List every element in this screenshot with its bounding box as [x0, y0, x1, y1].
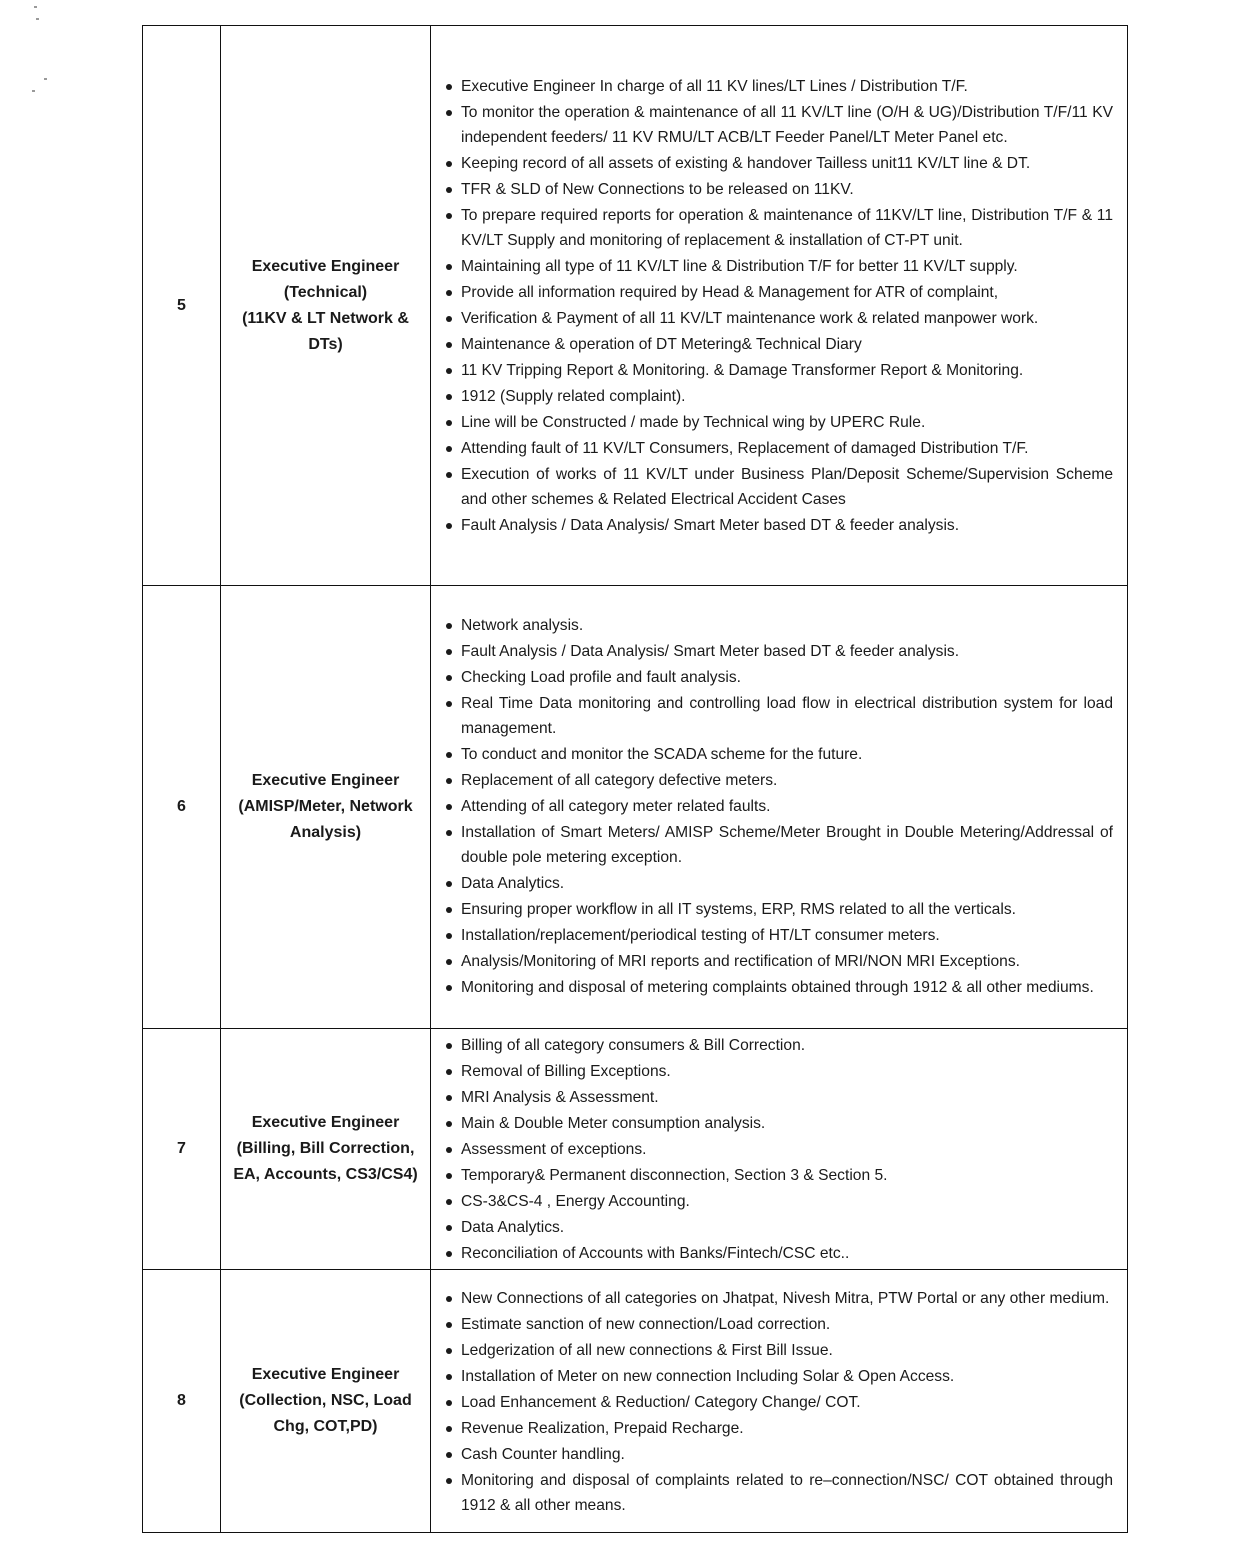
- designation-line: Chg, COT,PD): [273, 1418, 378, 1435]
- duty-item: Attending fault of 11 KV/LT Consumers, Replacement of damaged Distribution T/F.: [443, 436, 1113, 461]
- designation-line: (Billing, Bill Correction,: [236, 1140, 415, 1157]
- duty-list: [443, 1033, 1113, 1266]
- duty-item: Attending of all category meter related faults.: [443, 794, 1113, 819]
- duty-item: Analysis/Monitoring of MRI reports and rectification of MRI/NON MRI Exceptions.: [443, 949, 1113, 974]
- designation-line: Executive Engineer: [251, 1114, 400, 1131]
- row-number: 6: [143, 586, 221, 1029]
- duty-item: Load Enhancement & Reduction/ Category Change/ COT.: [443, 1390, 1113, 1415]
- duty-item: TFR & SLD of New Connections to be released on 11KV.: [443, 177, 1113, 202]
- designation-cell: [221, 26, 431, 586]
- duty-item: Temporary& Permanent disconnection, Section 3 & Section 5.: [443, 1163, 1113, 1188]
- duty-item: New Connections of all categories on Jhatpat, Nivesh Mitra, PTW Portal or any other medium.: [443, 1286, 1113, 1311]
- duty-list: [443, 74, 1113, 538]
- duties-cell: [431, 26, 1128, 586]
- duty-item: Removal of Billing Exceptions.: [443, 1059, 1113, 1084]
- duty-item: Reconciliation of Accounts with Banks/Fintech/CSC etc..: [443, 1241, 1113, 1266]
- duty-item: Executive Engineer In charge of all 11 KV lines/LT Lines / Distribution T/F.: [443, 74, 1113, 99]
- duty-item: To conduct and monitor the SCADA scheme for the future.: [443, 742, 1113, 767]
- table-row: [143, 1029, 1128, 1270]
- duties-cell: [431, 1270, 1128, 1533]
- duties-table: [142, 25, 1128, 1533]
- table-row: [143, 586, 1128, 1029]
- duty-item: 11 KV Tripping Report & Monitoring. & Damage Transformer Report & Monitoring.: [443, 358, 1113, 383]
- duty-item: MRI Analysis & Assessment.: [443, 1085, 1113, 1110]
- duty-item: Network analysis.: [443, 613, 1113, 638]
- designation-line: Executive Engineer: [251, 257, 400, 275]
- designation-cell: [221, 1029, 431, 1270]
- duty-item: Maintaining all type of 11 KV/LT line & Distribution T/F for better 11 KV/LT supply.: [443, 254, 1113, 279]
- duty-item: Estimate sanction of new connection/Load correction.: [443, 1312, 1113, 1337]
- duty-list: [443, 1286, 1113, 1518]
- designation-line: Executive Engineer: [251, 1366, 400, 1383]
- duty-item: Installation of Smart Meters/ AMISP Scheme/Meter Brought in Double Metering/Addressal of double pole metering exception.: [443, 820, 1113, 870]
- duty-list: [443, 613, 1113, 1000]
- duty-item: Line will be Constructed / made by Technical wing by UPERC Rule.: [443, 410, 1113, 435]
- duty-item: Installation/replacement/periodical testing of HT/LT consumer meters.: [443, 923, 1113, 948]
- duty-item: To monitor the operation & maintenance of all 11 KV/LT line (O/H & UG)/Distribution T/F/11 KV independent feeders/ 11 KV RMU/LT ACB/LT Feeder Panel/LT Meter Panel etc.: [443, 100, 1113, 150]
- duty-item: Ensuring proper workflow in all IT systems, ERP, RMS related to all the verticals.: [443, 897, 1113, 922]
- duty-item: Maintenance & operation of DT Metering& Technical Diary: [443, 332, 1113, 357]
- duty-item: Checking Load profile and fault analysis.: [443, 665, 1113, 690]
- duty-item: To prepare required reports for operation & maintenance of 11KV/LT line, Distribution T/F & 11 KV/LT Supply and monitoring of replacement & installation of CT-PT unit.: [443, 203, 1113, 253]
- duty-item: 1912 (Supply related complaint).: [443, 384, 1113, 409]
- duty-item: Monitoring and disposal of complaints related to re–connection/NSC/ COT obtained through 1912 & all other means.: [443, 1468, 1113, 1518]
- designation-line: Analysis): [289, 824, 362, 841]
- row-number: 8: [143, 1270, 221, 1533]
- duty-item: Billing of all category consumers & Bill Correction.: [443, 1033, 1113, 1058]
- duties-cell: [431, 586, 1128, 1029]
- duty-item: Installation of Meter on new connection Including Solar & Open Access.: [443, 1364, 1113, 1389]
- duty-item: CS-3&CS-4 , Energy Accounting.: [443, 1189, 1113, 1214]
- designation-line: (11KV & LT Network &: [242, 309, 409, 327]
- table-row: [143, 1270, 1128, 1533]
- table-row: [143, 26, 1128, 586]
- designation-line: Executive Engineer: [251, 772, 400, 789]
- duty-item: Real Time Data monitoring and controlling load flow in electrical distribution system for load management.: [443, 691, 1113, 741]
- duty-item: Execution of works of 11 KV/LT under Business Plan/Deposit Scheme/Supervision Scheme and other schemes & Related Electrical Accident Cases: [443, 462, 1113, 512]
- designation-line: DTs): [308, 335, 343, 353]
- designation-line: EA, Accounts, CS3/CS4): [233, 1166, 418, 1183]
- duty-item: Cash Counter handling.: [443, 1442, 1113, 1467]
- row-number: 7: [143, 1029, 221, 1270]
- duty-item: Data Analytics.: [443, 1215, 1113, 1240]
- designation-cell: [221, 1270, 431, 1533]
- duty-item: Main & Double Meter consumption analysis.: [443, 1111, 1113, 1136]
- duty-item: Keeping record of all assets of existing & handover Tailless unit11 KV/LT line & DT.: [443, 151, 1113, 176]
- duty-item: Verification & Payment of all 11 KV/LT maintenance work & related manpower work.: [443, 306, 1113, 331]
- duty-item: Ledgerization of all new connections & First Bill Issue.: [443, 1338, 1113, 1363]
- duty-item: Replacement of all category defective meters.: [443, 768, 1113, 793]
- duty-item: Assessment of exceptions.: [443, 1137, 1113, 1162]
- duty-item: Data Analytics.: [443, 871, 1113, 896]
- duty-item: Provide all information required by Head & Management for ATR of complaint,: [443, 280, 1113, 305]
- duties-cell: [431, 1029, 1128, 1270]
- duty-item: Fault Analysis / Data Analysis/ Smart Meter based DT & feeder analysis.: [443, 513, 1113, 538]
- duty-item: Revenue Realization, Prepaid Recharge.: [443, 1416, 1113, 1441]
- designation-line: (AMISP/Meter, Network: [238, 798, 413, 815]
- duty-item: Monitoring and disposal of metering complaints obtained through 1912 & all other mediums.: [443, 975, 1113, 1000]
- designation-line: (Technical): [283, 283, 368, 301]
- row-number: 5: [143, 26, 221, 586]
- designation-line: (Collection, NSC, Load: [239, 1392, 412, 1409]
- designation-cell: [221, 586, 431, 1029]
- duty-item: Fault Analysis / Data Analysis/ Smart Meter based DT & feeder analysis.: [443, 639, 1113, 664]
